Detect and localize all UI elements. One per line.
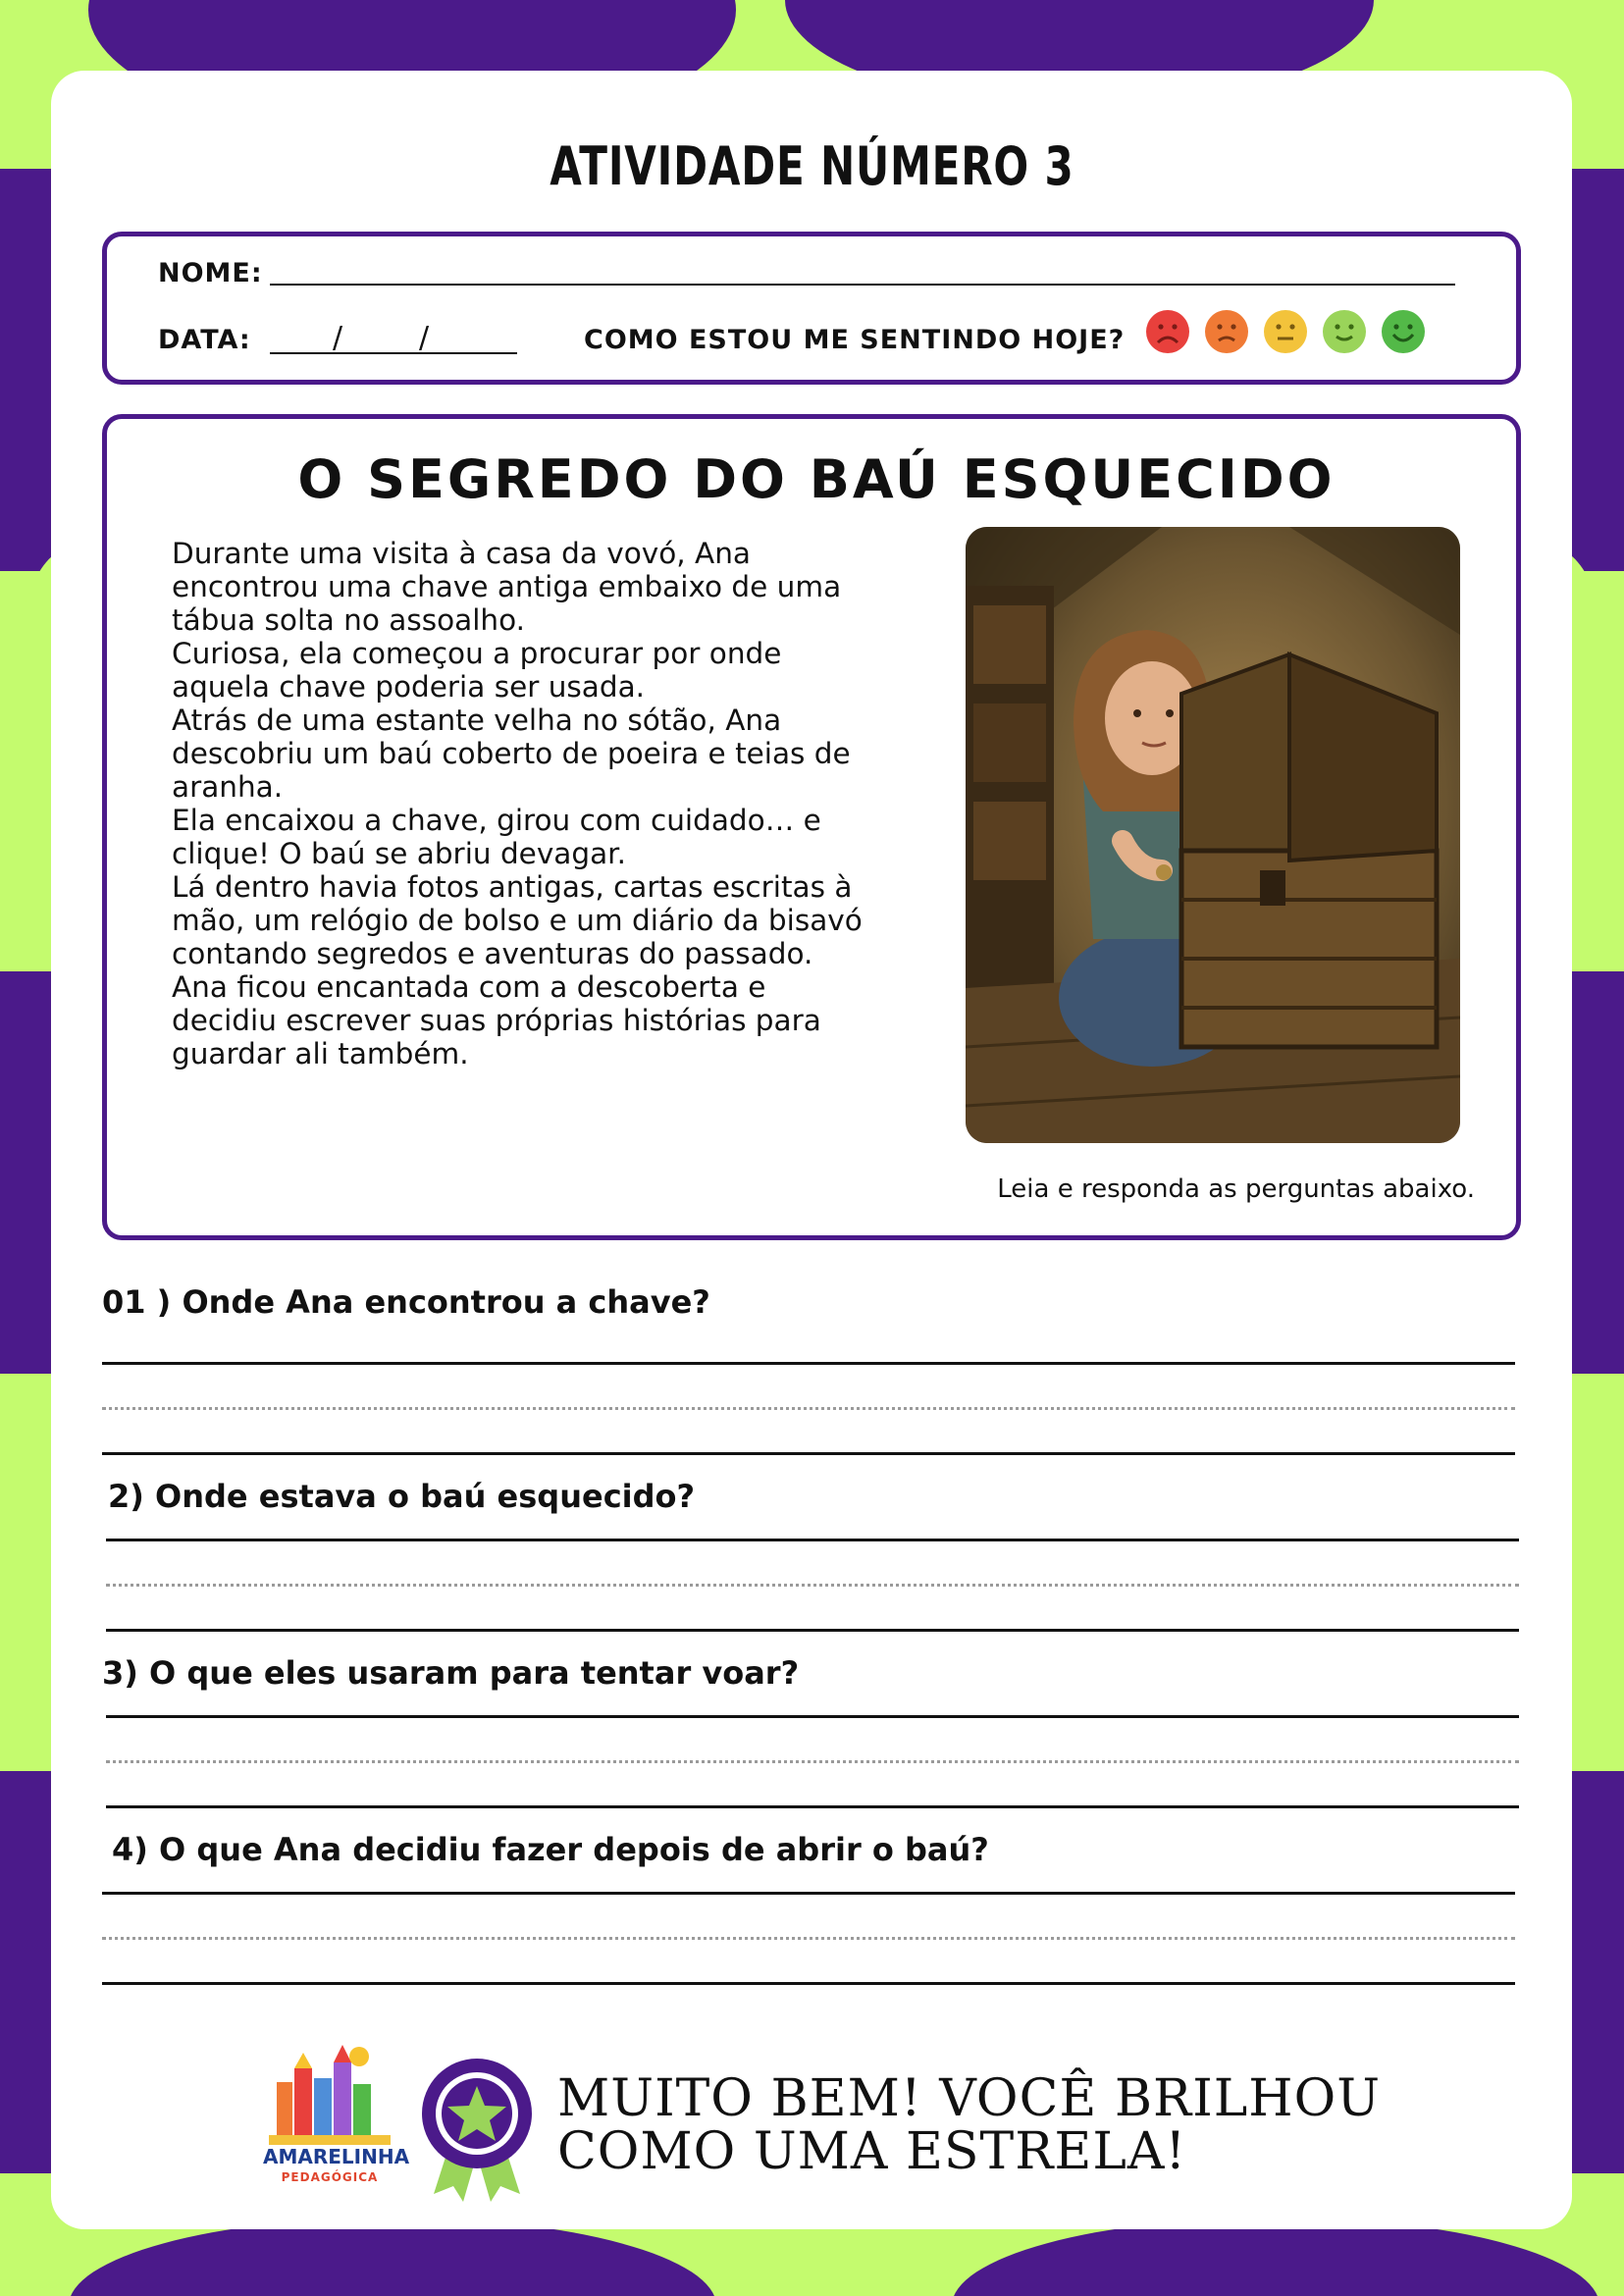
story-paragraph: Durante uma visita à casa da vovó, Ana encontrou uma chave antiga embaixo de uma tábua solta no assoalho. bbox=[172, 537, 842, 637]
answer-line[interactable] bbox=[102, 1452, 1515, 1455]
story-paragraph: Ana ficou encantada com a descoberta e decidiu escrever suas próprias histórias para guardar ali também. bbox=[172, 970, 821, 1070]
date-label: DATA: bbox=[158, 325, 251, 355]
student-info-box bbox=[102, 232, 1521, 385]
happy-face-icon[interactable] bbox=[1322, 309, 1367, 354]
congratulations-line: MUITO BEM! VOCÊ BRILHOU bbox=[557, 2069, 1382, 2128]
activity-title: ATIVIDADE NÚMERO 3 bbox=[550, 135, 1074, 197]
very-happy-face-icon[interactable] bbox=[1381, 309, 1426, 354]
date-separator: / bbox=[333, 321, 343, 355]
castle-icon bbox=[263, 2039, 396, 2147]
answer-line[interactable] bbox=[102, 1892, 1515, 1895]
congratulations-line: COMO UMA ESTRELA! bbox=[557, 2122, 1187, 2181]
answer-line[interactable] bbox=[106, 1760, 1519, 1763]
neutral-face-icon[interactable] bbox=[1263, 309, 1308, 354]
story-box bbox=[102, 414, 1521, 1240]
question-4: 4) O que Ana decidiu fazer depois de abrir o baú? bbox=[112, 1831, 989, 1868]
name-label: NOME: bbox=[158, 258, 263, 288]
answer-line[interactable] bbox=[106, 1715, 1519, 1718]
question-2: 2) Onde estava o baú esquecido? bbox=[108, 1478, 696, 1515]
name-field[interactable] bbox=[270, 284, 1455, 286]
question-1: 01 ) Onde Ana encontrou a chave? bbox=[102, 1283, 710, 1321]
question-3: 3) O que eles usaram para tentar voar? bbox=[102, 1654, 800, 1692]
date-field[interactable] bbox=[270, 352, 517, 354]
story-illustration bbox=[966, 527, 1460, 1143]
date-separator: / bbox=[419, 321, 430, 355]
story-paragraph: Curiosa, ela começou a procurar por onde aquela chave poderia ser usada. bbox=[172, 637, 782, 704]
story-paragraph: Lá dentro havia fotos antigas, cartas escritas à mão, um relógio de bolso e um diário da bisavó contando segredos e aventuras do passado. bbox=[172, 870, 863, 970]
brand-logo bbox=[263, 2039, 410, 2196]
answer-line[interactable] bbox=[102, 1362, 1515, 1365]
answer-line[interactable] bbox=[102, 1937, 1515, 1940]
story-paragraph: Atrás de uma estante velha no sótão, Ana descobriu um baú coberto de poeira e teias de aranha. bbox=[172, 704, 851, 804]
story-instruction: Leia e responda as perguntas abaixo. bbox=[997, 1174, 1475, 1204]
story-title: O SEGREDO DO BAÚ ESQUECIDO bbox=[297, 448, 1336, 510]
story-text bbox=[172, 537, 878, 1070]
answer-line[interactable] bbox=[106, 1805, 1519, 1808]
mood-question: COMO ESTOU ME SENTINDO HOJE? bbox=[584, 325, 1126, 355]
story-paragraph: Ela encaixou a chave, girou com cuidado… e clique! O baú se abriu devagar. bbox=[172, 804, 821, 870]
answer-line[interactable] bbox=[106, 1629, 1519, 1632]
brand-name: AMARELINHA bbox=[263, 2145, 410, 2168]
congratulations-message bbox=[557, 2069, 1382, 2181]
answer-line[interactable] bbox=[102, 1982, 1515, 1985]
sad-face-icon[interactable] bbox=[1204, 309, 1249, 354]
answer-line[interactable] bbox=[106, 1539, 1519, 1541]
answer-line[interactable] bbox=[102, 1407, 1515, 1410]
answer-line[interactable] bbox=[106, 1584, 1519, 1587]
brand-subtitle: PEDAGÓGICA bbox=[281, 2170, 379, 2184]
very-sad-face-icon[interactable] bbox=[1145, 309, 1190, 354]
star-medal-icon bbox=[420, 2057, 534, 2202]
